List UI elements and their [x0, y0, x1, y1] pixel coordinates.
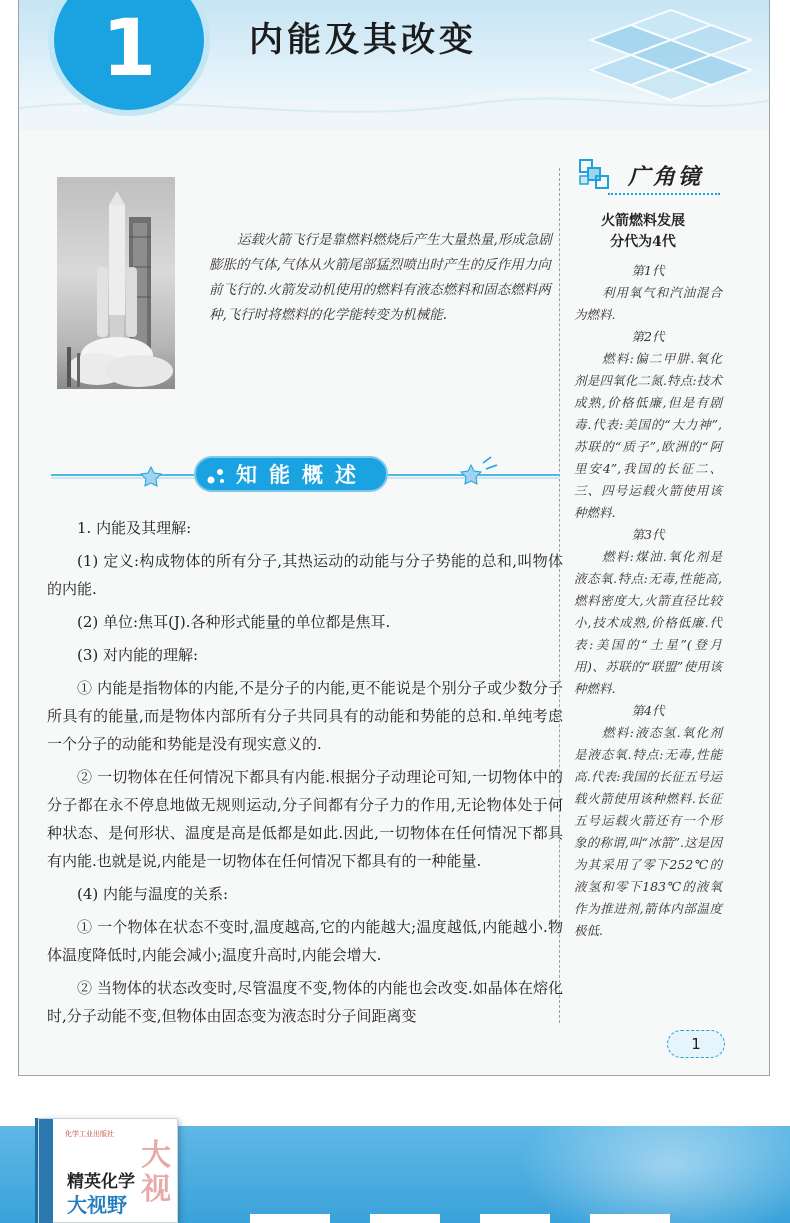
body-paragraph: (1) 定义:构成物体的所有分子,其热运动的动能与分子势能的总和,叫物体的内能.	[47, 552, 563, 598]
generation-text: 利用氧气和汽油混合为燃料.	[574, 285, 722, 322]
body-paragraph: ② 当物体的状态改变时,尽管温度不变,物体的内能也会改变.如晶体在熔化时,分子动能不变,但物体由固态变为液态时分子间距离变	[47, 979, 563, 1025]
sidebar-title-line: 分代为4代	[610, 234, 676, 250]
generation-label: 第1代	[631, 263, 665, 278]
generation-text: 燃料:偏二甲肼.氧化剂是四氧化二氮.特点:技术成熟,价格低廉,但是有剧毒.代表:美国的“大力神”,苏联的“质子”,欧洲的“阿里安4”,我国的长征二、三、四号运载火箭使用该种燃料.	[574, 351, 722, 520]
page-number: 1	[667, 1030, 725, 1058]
body-paragraph: ② 一切物体在任何情况下都具有内能.根据分子动理论可知,一切物体中的分子都在永不停息地做无规则运动,分子间都有分子力的作用,无论物体处于何种状态、是何形状、温度是高是低都是如此.因此,一切物体在任何情况下都具有内能.也就是说,内能是一切物体在任何情况下都具有的一种能量.	[47, 768, 563, 870]
generation-label: 第3代	[631, 527, 665, 542]
body-paragraph: (4) 内能与温度的关系:	[77, 885, 229, 903]
book-subtitle: 大视野	[67, 1193, 127, 1217]
body-paragraph: (3) 对内能的理解:	[77, 646, 199, 664]
generation-text: 燃料:煤油.氧化剂是液态氧.特点:无毒,性能高,燃料密度大,火箭直径比较小,技术成熟,价格低廉.代表:美国的“土星”(登月用)、苏联的“联盟”使用该种燃料.	[574, 549, 722, 696]
sidebar-title	[564, 211, 722, 253]
body-paragraph: (2) 单位:焦耳(J).各种形式能量的单位都是焦耳.	[77, 613, 391, 631]
page-title: 内能及其改变	[249, 20, 477, 60]
chapter-number: 1	[101, 4, 157, 94]
body-paragraph: ① 一个物体在状态不变时,温度越高,它的内能越大;温度越低,内能越小.物体温度降低时,内能会减小;温度升高时,内能会增大.	[47, 918, 563, 964]
intro-paragraph: 运载火箭飞行是靠燃料燃烧后产生大量热量,形成急剧膨胀的气体,气体从火箭尾部猛烈喷出时产生的反作用力向前飞行的.火箭发动机使用的燃料有液态燃料和固态燃料两种,飞行时将燃料的化学能转变为机械能.	[209, 232, 552, 323]
dots-icon	[206, 466, 228, 486]
book-spine	[39, 1119, 53, 1223]
body-paragraph: 1. 内能及其理解:	[77, 519, 192, 537]
book-title: 精英化学	[67, 1172, 135, 1192]
textbook-page	[18, 0, 770, 1076]
section-banner-label: 知能概述	[236, 463, 368, 487]
sidebar-title-line: 火箭燃料发展	[601, 213, 685, 229]
promo-heading-fragment	[250, 1206, 670, 1223]
rocket-icon	[57, 177, 175, 389]
book-brand: 化学工业出版社	[65, 1130, 114, 1138]
chapter-header	[19, 0, 770, 112]
book-cover	[38, 1118, 178, 1223]
section-banner	[194, 456, 388, 492]
generation-label: 第4代	[631, 703, 665, 718]
sidebar-wide-angle	[559, 165, 722, 1023]
book-big-title: 大视	[141, 1138, 171, 1207]
generation-label: 第2代	[631, 329, 665, 344]
rocket-launch-photo	[57, 177, 175, 389]
sidebar-rule	[608, 193, 720, 195]
blocks-icon	[578, 158, 612, 192]
main-body	[47, 514, 563, 1030]
puzzle-decoration	[531, 0, 770, 130]
body-paragraph: ① 内能是指物体的内能,不是分子的内能,更不能说是个别分子或少数分子所具有的能量,而是物体内部所有分子共同具有的动能和势能的总和.单纯考虑一个分子的动能和势能是没有现实意义的.	[47, 679, 563, 753]
sidebar-heading: 广角镜	[628, 165, 704, 190]
generation-text: 燃料:液态氢.氧化剂是液态氧.特点:无毒,性能高.代表:我国的长征五号运载火箭使用该种燃料.长征五号运载火箭还有一个形象的称谓,叫“冰箭”.这是因为其采用了零下252℃的液氢和零下183℃的液氧作为推进剂,箭体内部温度极低.	[574, 725, 722, 938]
sidebar-body	[574, 260, 722, 942]
